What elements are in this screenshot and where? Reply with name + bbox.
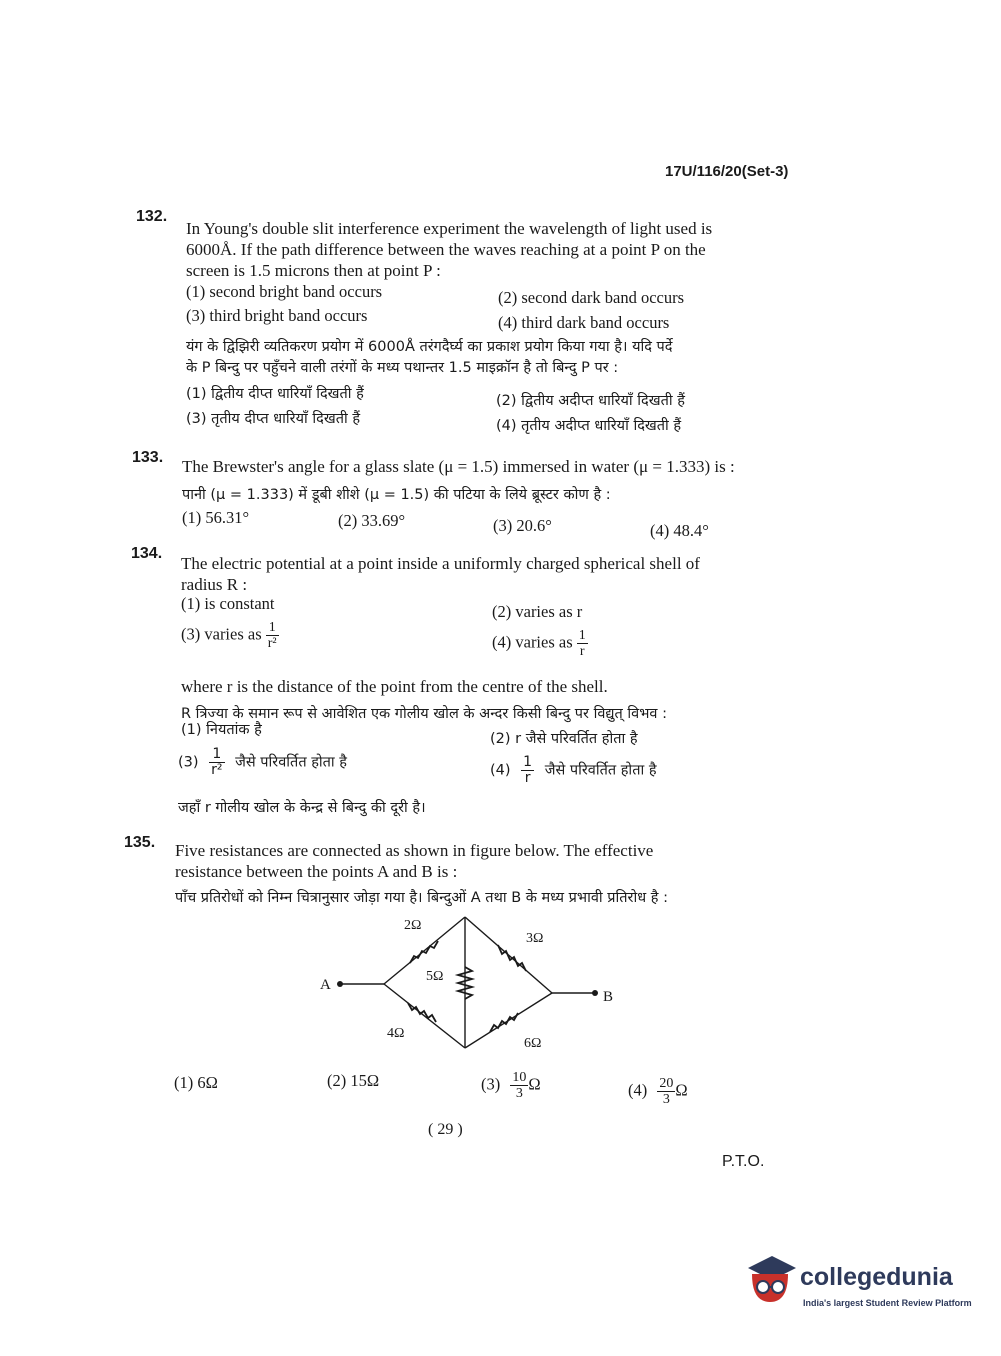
note-text-hindi: जहाँ r गोलीय खोल के केन्द्र से बिन्दु की दूरी है। — [178, 800, 426, 816]
resistor-label: 5Ω — [426, 969, 444, 984]
option: (1) is constant — [181, 594, 275, 613]
option: (3) $\frac{10}{3}$ Ω — [481, 1070, 541, 1101]
resistor-label: 3Ω — [526, 931, 544, 946]
option: (4) $\frac{20}{3}$ Ω — [628, 1076, 688, 1107]
option: (1) 6Ω — [174, 1073, 218, 1092]
option-hindi: (1) नियतांक है — [181, 722, 262, 738]
option: (3) varies as $\frac{1}{\text{r²}}$ — [181, 620, 277, 651]
node-b-label: B — [603, 989, 614, 1005]
page-number: ( 29 ) — [428, 1121, 463, 1138]
fraction: $\frac{1}{r}$ — [578, 628, 586, 659]
option-hindi: (4) तृतीय अदीप्त धारियाँ दिखती हैं — [496, 418, 682, 434]
collegedunia-logo-icon — [742, 1250, 798, 1308]
question-text-hindi: यंग के द्विझिरी व्यतिकरण प्रयोग में 6000Å तरंगदैर्घ्य का प्रकाश प्रयोग किया गया है। यदि पर्दे के P बिन्दु पर पहुँचने वाली तरंगों के मध्य पथान्तर 1.5 माइक्रॉन है तो बिन्दु P पर : — [186, 339, 673, 376]
option-hindi: (3) तृतीय दीप्त धारियाँ दिखती हैं — [186, 411, 361, 427]
question-text: The electric potential at a point inside a uniformly charged spherical shell of radius R : — [181, 554, 700, 594]
option: (2) varies as r — [492, 602, 583, 621]
fraction: $\frac{1}{\text{r²}}$ — [267, 620, 277, 651]
resistor-label: 2Ω — [404, 918, 422, 933]
node-a-label: A — [320, 977, 331, 993]
fraction: $\frac{1}{\text{r²}}$ — [211, 746, 223, 778]
fraction: $\frac{1}{r}$ — [523, 754, 533, 786]
fraction: $\frac{10}{3}$ — [512, 1070, 527, 1101]
question-text: In Young's double slit interference experiment the wavelength of light used is 6000Å. If the path difference between the waves reaching at a point P on the screen is 1.5 microns then at point P : — [186, 219, 713, 280]
option: (1) second bright band occurs — [186, 282, 383, 301]
option-hindi: (2) द्वितीय अदीप्त धारियाँ दिखती हैं — [496, 393, 685, 409]
question-text: The Brewster's angle for a glass slate (μ = 1.5) immersed in water (μ = 1.333) is : — [182, 457, 735, 476]
question-text-hindi: पानी (μ = 1.333) में डूबी शीशे (μ = 1.5) की पटिया के लिये ब्रूस्टर कोण है : — [182, 487, 611, 503]
question-number: 135. — [124, 834, 156, 851]
question-number: 132. — [136, 208, 168, 225]
question-text-hindi: R त्रिज्या के समान रूप से आवेशित एक गोलीय खोल के अन्दर किसी बिन्दु पर विद्युत् विभव : — [181, 706, 667, 722]
node-b-dot — [592, 990, 598, 996]
circuit-diagram — [300, 905, 630, 1065]
fraction: $\frac{20}{3}$ — [659, 1076, 674, 1107]
resistor-label: 6Ω — [524, 1036, 542, 1051]
option-hindi: (4) $\frac{1}{r}$ जैसे परिवर्तित होता है — [490, 754, 657, 786]
logo-tagline: India's largest Student Review Platform — [803, 1298, 972, 1308]
question-text-hindi: पाँच प्रतिरोधों को निम्न चित्रानुसार जोड़ा गया है। बिन्दुओं A तथा B के मध्य प्रभावी प्रतिरोध है : — [175, 890, 668, 906]
paper-code: 17U/116/20(Set-3) — [665, 163, 789, 180]
option: (3) 20.6° — [493, 516, 552, 535]
question-number: 133. — [132, 449, 164, 466]
option: (4) 48.4° — [650, 521, 709, 540]
option: (1) 56.31° — [182, 508, 250, 527]
option-hindi: (1) द्वितीय दीप्त धारियाँ दिखती हैं — [186, 386, 364, 402]
wire-top-left — [384, 917, 465, 984]
option-hindi: (3) $\frac{1}{\text{r²}}$ जैसे परिवर्तित होता है — [178, 746, 347, 778]
node-a-dot — [337, 981, 343, 987]
resistor-label: 4Ω — [387, 1026, 405, 1041]
note-text: where r is the distance of the point from the centre of the shell. — [181, 677, 608, 696]
option: (2) 15Ω — [327, 1071, 380, 1090]
question-number: 134. — [131, 545, 163, 562]
option-hindi: (2) r जैसे परिवर्तित होता है — [490, 731, 638, 747]
option: (3) third bright band occurs — [186, 306, 368, 325]
option: (2) second dark band occurs — [498, 288, 685, 307]
option: (4) varies as $\frac{1}{r}$ — [492, 628, 586, 659]
option: (4) third dark band occurs — [498, 313, 670, 332]
logo-name: collegedunia — [800, 1263, 953, 1291]
option: (2) 33.69° — [338, 511, 406, 530]
question-text: Five resistances are connected as shown in figure below. The effective resistance between the points A and B is : — [175, 841, 654, 881]
pto-label: P.T.O. — [722, 1153, 765, 1170]
